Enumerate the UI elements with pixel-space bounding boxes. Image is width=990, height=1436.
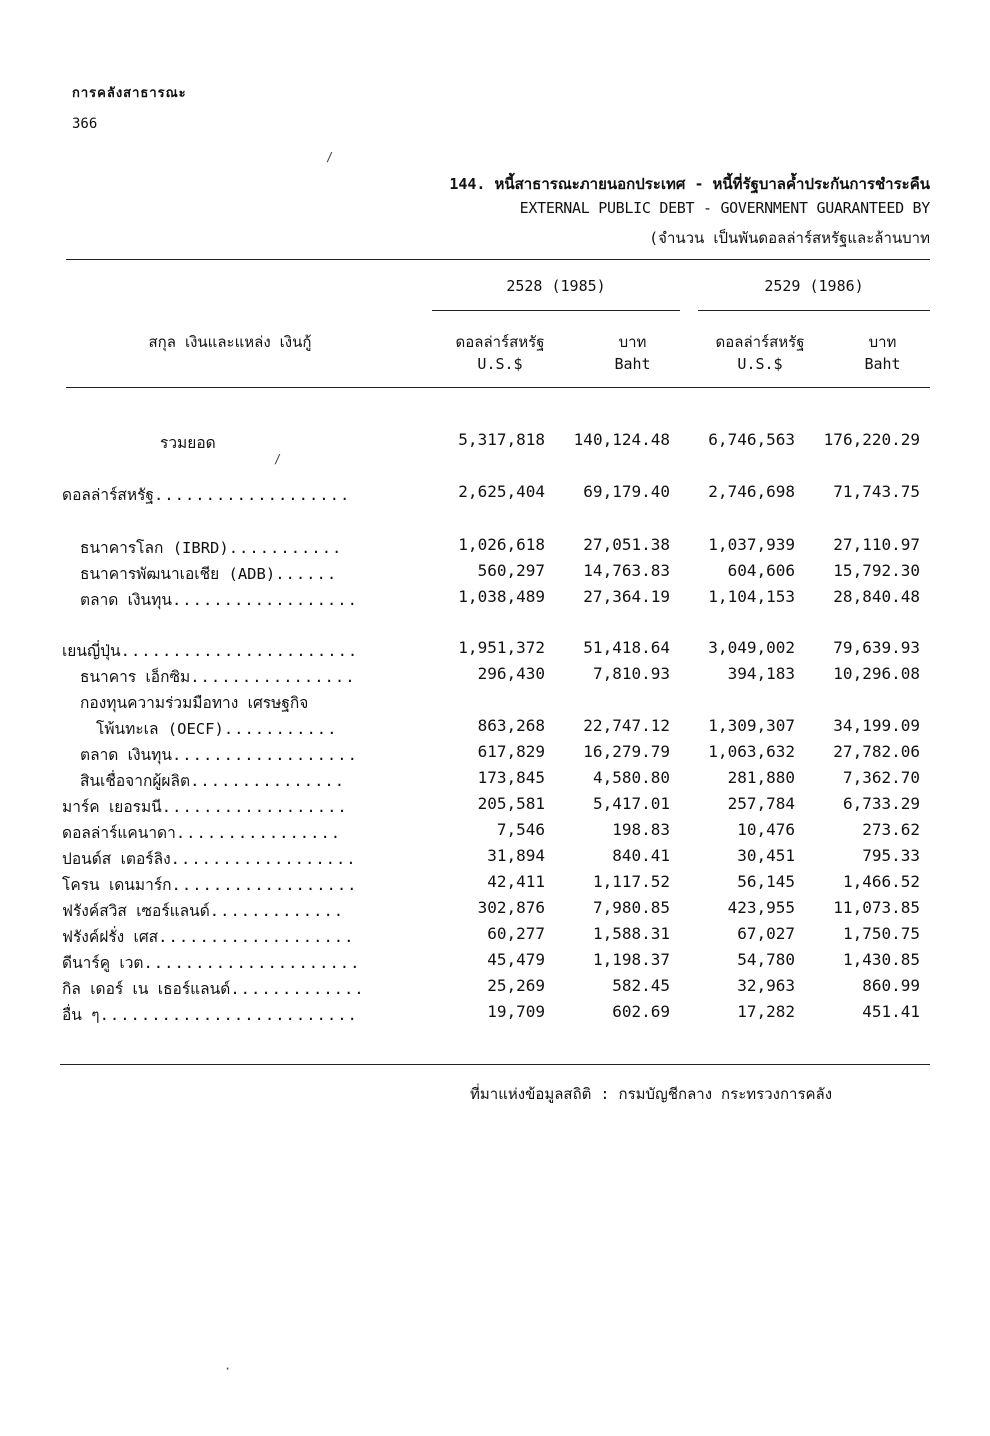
cell-usd-1985: 173,845 <box>477 768 545 787</box>
row-leader-dots: ..................... <box>143 954 361 972</box>
row-label <box>96 716 337 741</box>
row-label-text: มาร์ค เยอรมนี <box>62 798 162 816</box>
row-label-text: ดีนาร์คู เวต <box>62 954 144 972</box>
cell-baht-1986: 6,733.29 <box>842 794 920 813</box>
cell-usd-1985: 19,709 <box>487 1002 545 1021</box>
year2-header: 2529 (1986) <box>764 277 864 295</box>
row-label-text: ดอลล่าร์สหรัฐ <box>62 486 154 504</box>
row-leader-dots: .................. <box>171 591 358 609</box>
col2-header-th: บาท <box>618 333 647 351</box>
cell-baht-1986: 10,296.08 <box>833 664 920 683</box>
table-title-thai: 144. หนี้สาธารณะภายนอกประเทศ - หนี้ที่รัฐบาลค้ำประกันการชำระคืน <box>449 175 930 193</box>
table-bottom-rule <box>60 1064 930 1065</box>
row-label-header: สกุล เงินและแหล่ง เงินกู้ <box>148 333 312 351</box>
header-bottom-rule <box>66 387 930 388</box>
cell-usd-1985: 25,269 <box>487 976 545 995</box>
cell-usd-1985: 296,430 <box>477 664 545 683</box>
row-label-text: สินเชื่อจากผู้ผลิต <box>80 772 191 790</box>
row-label-text: โครน เดนมาร์ก <box>62 876 172 894</box>
row-leader-dots: ............. <box>209 902 345 920</box>
cell-usd-1985: 2,625,404 <box>458 482 545 501</box>
source-note: ที่มาแห่งข้อมูลสถิติ : กรมบัญชีกลาง กระทรวงการคลัง <box>470 1085 833 1103</box>
row-leader-dots: ........... <box>228 539 343 557</box>
cell-usd-1986: 67,027 <box>737 924 795 943</box>
col1-header-th: ดอลล่าร์สหรัฐ <box>455 333 545 351</box>
col4-header-th: บาท <box>868 333 897 351</box>
scan-mark: / <box>326 150 334 164</box>
row-label-text: โพ้นทะเล (OECF) <box>96 720 224 738</box>
cell-usd-1985: 1,038,489 <box>458 587 545 606</box>
row-leader-dots: .................. <box>171 876 358 894</box>
cell-usd-1985: 1,026,618 <box>458 535 545 554</box>
cell-baht-1986: 795.33 <box>862 846 920 865</box>
row-label <box>62 482 350 507</box>
cell-usd-1985: 31,894 <box>487 846 545 865</box>
cell-baht-1985: 4,580.80 <box>592 768 670 787</box>
col4-header-en: Baht <box>864 355 901 373</box>
row-leader-dots: .................. <box>170 850 357 868</box>
cell-baht-1985: 16,279.79 <box>583 742 670 761</box>
cell-baht-1985: 27,364.19 <box>583 587 670 606</box>
cell-usd-1985: 302,876 <box>477 898 545 917</box>
col3-header-th: ดอลล่าร์สหรัฐ <box>715 333 805 351</box>
cell-usd-1985: 1,951,372 <box>458 638 545 657</box>
cell-usd-1985: 60,277 <box>487 924 545 943</box>
cell-baht-1986: 34,199.09 <box>833 716 920 735</box>
row-label-text: ฟรังค์สวิส เซอร์แลนด์ <box>62 902 210 920</box>
cell-baht-1985: 840.41 <box>612 846 670 865</box>
scan-dot: · <box>224 1362 232 1376</box>
cell-usd-1985: 617,829 <box>477 742 545 761</box>
row-label <box>62 820 341 845</box>
cell-usd-1986: 17,282 <box>737 1002 795 1021</box>
cell-baht-1986: 11,073.85 <box>833 898 920 917</box>
cell-usd-1986: 1,063,632 <box>708 742 795 761</box>
row-label-text: อื่น ๆ <box>62 1006 100 1024</box>
cell-usd-1986: 10,476 <box>737 820 795 839</box>
col3-header-en: U.S.$ <box>737 355 783 373</box>
row-label <box>62 924 354 949</box>
row-label-text: ธนาคารพัฒนาเอเชีย (ADB) <box>80 565 276 583</box>
row-label <box>80 742 358 767</box>
cell-usd-1986: 394,183 <box>727 664 795 683</box>
cell-baht-1985: 7,810.93 <box>592 664 670 683</box>
year1-underline <box>432 310 680 311</box>
cell-baht-1985: 1,117.52 <box>592 872 670 891</box>
row-label <box>160 430 216 455</box>
cell-baht-1986: 451.41 <box>862 1002 920 1021</box>
row-label-text: เยนญี่ปุ่น <box>62 642 121 660</box>
cell-baht-1985: 27,051.38 <box>583 535 670 554</box>
table-top-rule <box>66 259 930 260</box>
scan-mark: / <box>274 452 282 466</box>
row-label <box>62 846 357 871</box>
row-leader-dots: .................. <box>161 798 348 816</box>
cell-baht-1985: 22,747.12 <box>583 716 670 735</box>
year2-underline <box>698 310 930 311</box>
cell-baht-1985: 1,588.31 <box>592 924 670 943</box>
row-label-text: ปอนด์ส เตอร์ลิง <box>62 850 171 868</box>
row-label <box>62 638 358 663</box>
row-label-text: กองทุนความร่วมมือทาง เศรษฐกิจ <box>80 694 309 712</box>
row-label-text: ดอลล่าร์แคนาดา <box>62 824 176 842</box>
cell-baht-1986: 7,362.70 <box>842 768 920 787</box>
row-label <box>62 872 358 897</box>
row-label <box>62 976 365 1001</box>
cell-baht-1986: 860.99 <box>862 976 920 995</box>
row-label-text: ธนาคารโลก (IBRD) <box>80 539 229 557</box>
row-leader-dots: ............. <box>230 980 365 998</box>
row-label-text: กิล เดอร์ เน เธอร์แลนด์ <box>62 980 231 998</box>
row-label-text: ธนาคาร เอ็กซิม <box>80 668 191 686</box>
cell-baht-1986: 79,639.93 <box>833 638 920 657</box>
row-leader-dots: ............... <box>190 772 346 790</box>
cell-baht-1985: 140,124.48 <box>573 430 670 449</box>
row-leader-dots: ......................... <box>99 1006 358 1024</box>
row-leader-dots: ....................... <box>120 642 359 660</box>
cell-usd-1986: 2,746,698 <box>708 482 795 501</box>
cell-usd-1985: 863,268 <box>477 716 545 735</box>
cell-usd-1986: 1,037,939 <box>708 535 795 554</box>
cell-baht-1986: 1,430.85 <box>842 950 920 969</box>
cell-usd-1985: 5,317,818 <box>458 430 545 449</box>
cell-baht-1985: 198.83 <box>612 820 670 839</box>
running-header: การคลังสาธารณะ <box>72 86 187 101</box>
cell-baht-1985: 1,198.37 <box>592 950 670 969</box>
col1-header-en: U.S.$ <box>477 355 523 373</box>
cell-baht-1986: 15,792.30 <box>833 561 920 580</box>
cell-usd-1985: 7,546 <box>496 820 545 839</box>
cell-usd-1985: 560,297 <box>477 561 545 580</box>
cell-baht-1985: 5,417.01 <box>592 794 670 813</box>
cell-usd-1986: 604,606 <box>727 561 795 580</box>
cell-baht-1986: 27,782.06 <box>833 742 920 761</box>
table-unit-note: (จำนวน เป็นพันดอลล่าร์สหรัฐและล้านบาท <box>649 229 930 247</box>
cell-baht-1985: 582.45 <box>612 976 670 995</box>
row-label <box>62 794 348 819</box>
row-label <box>80 690 308 715</box>
cell-baht-1985: 69,179.40 <box>583 482 670 501</box>
row-leader-dots: ................ <box>190 668 356 686</box>
row-label-text: รวมยอด <box>160 434 216 452</box>
table-title-english: EXTERNAL PUBLIC DEBT - GOVERNMENT GUARANTEED BY <box>519 199 930 217</box>
cell-usd-1986: 6,746,563 <box>708 430 795 449</box>
cell-baht-1986: 176,220.29 <box>823 430 920 449</box>
row-leader-dots: ...... <box>275 565 338 583</box>
row-leader-dots: ................... <box>153 486 351 504</box>
cell-baht-1986: 27,110.97 <box>833 535 920 554</box>
cell-usd-1986: 1,309,307 <box>708 716 795 735</box>
row-leader-dots: .................. <box>171 746 358 764</box>
cell-baht-1985: 602.69 <box>612 1002 670 1021</box>
row-leader-dots: ................... <box>158 928 355 946</box>
cell-usd-1985: 205,581 <box>477 794 545 813</box>
cell-usd-1986: 423,955 <box>727 898 795 917</box>
row-label-text: ตลาด เงินทุน <box>80 746 172 764</box>
row-label <box>80 535 342 560</box>
cell-baht-1986: 273.62 <box>862 820 920 839</box>
cell-usd-1986: 56,145 <box>737 872 795 891</box>
cell-usd-1986: 257,784 <box>727 794 795 813</box>
cell-usd-1986: 54,780 <box>737 950 795 969</box>
cell-baht-1986: 1,750.75 <box>842 924 920 943</box>
row-label <box>62 950 360 975</box>
cell-usd-1985: 42,411 <box>487 872 545 891</box>
row-label <box>62 1002 358 1027</box>
cell-baht-1986: 28,840.48 <box>833 587 920 606</box>
row-label-text: ตลาด เงินทุน <box>80 591 172 609</box>
cell-usd-1986: 32,963 <box>737 976 795 995</box>
cell-usd-1986: 281,880 <box>727 768 795 787</box>
row-leader-dots: ................ <box>175 824 342 842</box>
row-label <box>62 898 344 923</box>
row-label-text: ฟรังค์ฝรั่ง เศส <box>62 928 159 946</box>
year1-header: 2528 (1985) <box>506 277 606 295</box>
cell-usd-1986: 3,049,002 <box>708 638 795 657</box>
cell-baht-1985: 7,980.85 <box>592 898 670 917</box>
cell-usd-1985: 45,479 <box>487 950 545 969</box>
row-leader-dots: ........... <box>223 720 338 738</box>
cell-baht-1985: 51,418.64 <box>583 638 670 657</box>
cell-usd-1986: 1,104,153 <box>708 587 795 606</box>
row-label <box>80 768 345 793</box>
cell-baht-1985: 14,763.83 <box>583 561 670 580</box>
row-label <box>80 561 337 586</box>
cell-baht-1986: 71,743.75 <box>833 482 920 501</box>
page-number: 366 <box>72 116 98 132</box>
cell-baht-1986: 1,466.52 <box>842 872 920 891</box>
cell-usd-1986: 30,451 <box>737 846 795 865</box>
row-label <box>80 587 358 612</box>
col2-header-en: Baht <box>614 355 651 373</box>
row-label <box>80 664 356 689</box>
